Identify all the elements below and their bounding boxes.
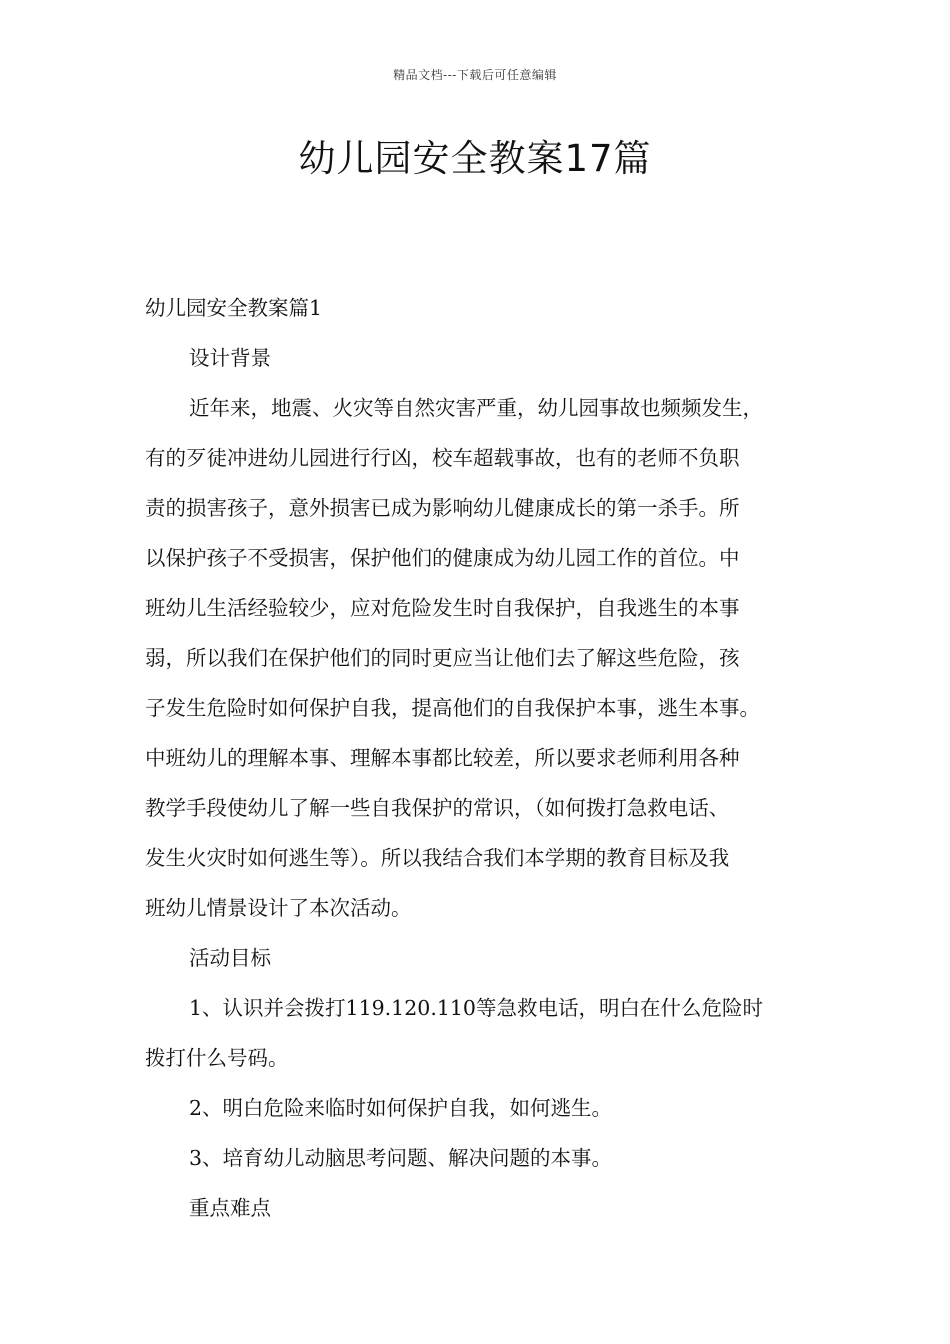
- paragraph-line: 中班幼儿的理解本事、理解本事都比较差，所以要求老师利用各种: [145, 746, 740, 770]
- goal-item-1: 1、认识并会拨打119.120.110等急救电话，明白在什么危险时: [189, 996, 763, 1020]
- subheading-key-points: 重点难点: [189, 1196, 271, 1220]
- document-title: 幼儿园安全教案17篇: [298, 137, 652, 180]
- goal-item-3: 3、培育幼儿动脑思考问题、解决问题的本事。: [189, 1146, 613, 1170]
- header-note: 精品文档---下载后可任意编辑: [393, 68, 557, 82]
- goal-item-1-continued: 拨打什么号码。: [145, 1046, 289, 1070]
- paragraph-line: 以保护孩子不受损害，保护他们的健康成为幼儿园工作的首位。中: [145, 546, 740, 570]
- paragraph-line: 班幼儿情景设计了本次活动。: [145, 896, 412, 920]
- paragraph-line: 班幼儿生活经验较少，应对危险发生时自我保护，自我逃生的本事: [145, 596, 740, 620]
- paragraph-line: 责的损害孩子，意外损害已成为影响幼儿健康成长的第一杀手。所: [145, 496, 740, 520]
- paragraph-line: 子发生危险时如何保护自我，提高他们的自我保护本事，逃生本事。: [145, 696, 760, 720]
- section-heading: 幼儿园安全教案篇1: [145, 296, 323, 320]
- paragraph-line: 教学手段使幼儿了解一些自我保护的常识，（如何拨打急救电话、: [145, 796, 730, 820]
- subheading-background: 设计背景: [189, 346, 271, 370]
- document-body: [145, 283, 825, 1233]
- goal-item-2: 2、明白危险来临时如何保护自我，如何逃生。: [189, 1096, 613, 1120]
- subheading-goals: 活动目标: [189, 946, 271, 970]
- paragraph-line: 弱，所以我们在保护他们的同时更应当让他们去了解这些危险，孩: [145, 646, 740, 670]
- paragraph-line: 有的歹徒冲进幼儿园进行行凶，校车超载事故，也有的老师不负职: [145, 446, 740, 470]
- paragraph-line: 发生火灾时如何逃生等）。所以我结合我们本学期的教育目标及我: [145, 846, 730, 870]
- paragraph-line: 近年来，地震、火灾等自然灾害严重，幼儿园事故也频频发生，: [189, 396, 763, 420]
